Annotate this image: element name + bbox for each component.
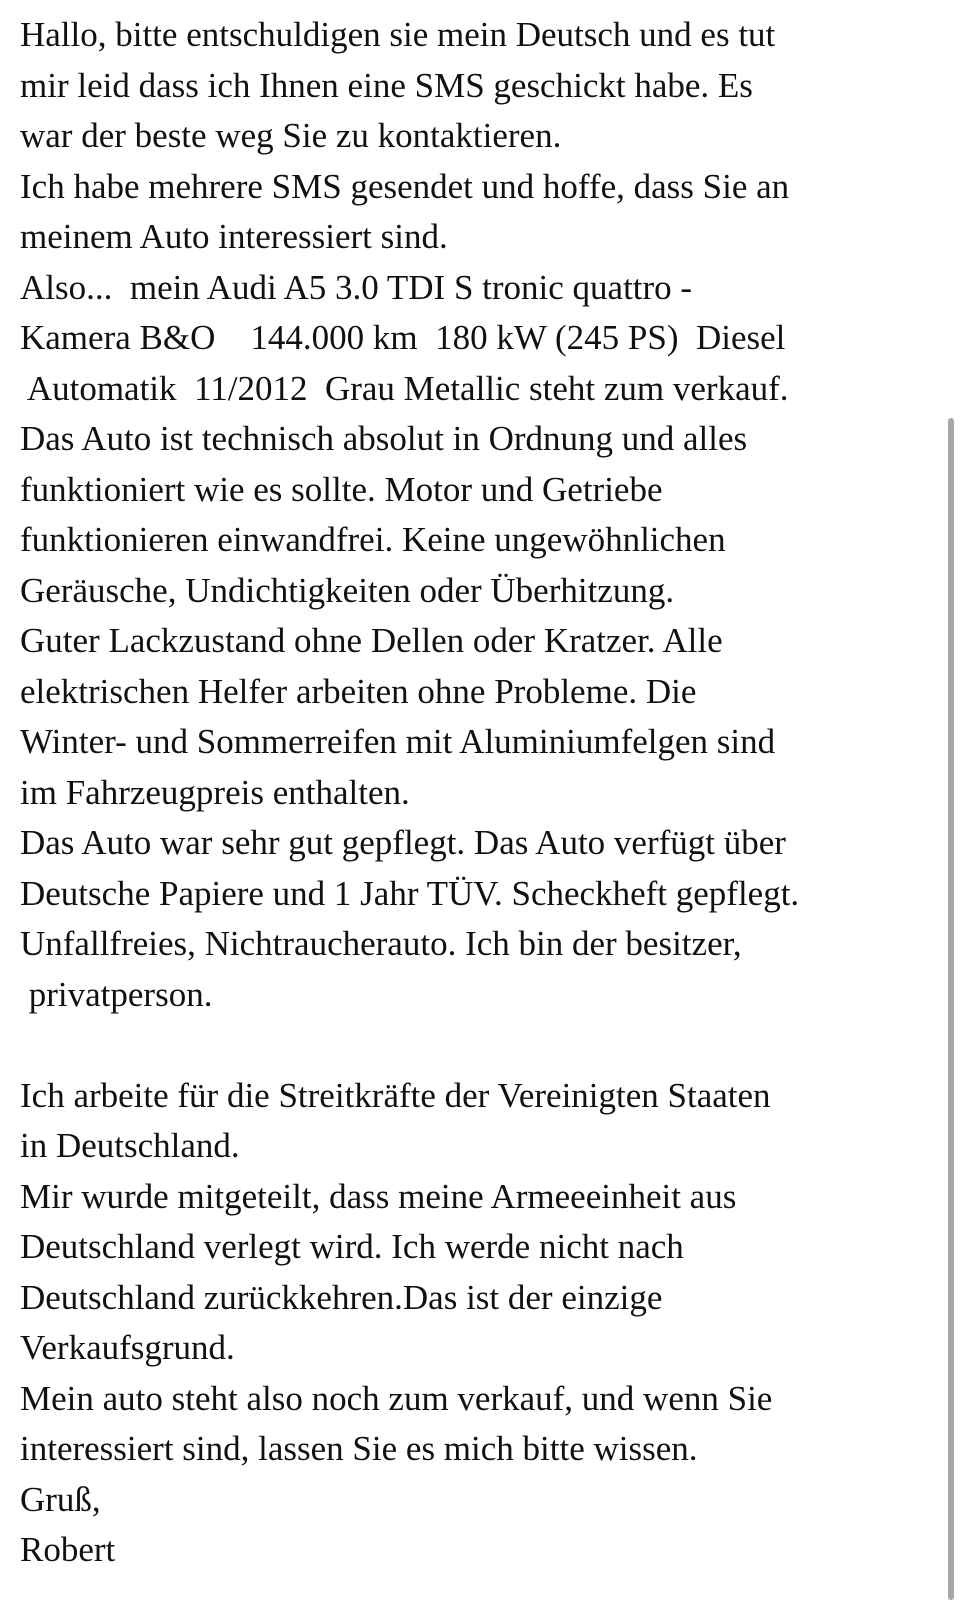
message-line: privatperson. — [20, 974, 213, 1014]
message-text — [20, 10, 950, 1576]
message-line: Unfallfreies, Nichtraucherauto. Ich bin der besitzer, — [20, 924, 742, 963]
message-line: Das Auto ist technisch absolut in Ordnung und alles — [20, 419, 748, 458]
message-line: elektrischen Helfer arbeiten ohne Probleme. Die — [20, 671, 697, 711]
message-line: meinem Auto interessiert sind. — [20, 217, 448, 256]
message-line: Guter Lackzustand ohne Dellen oder Kratzer. Alle — [20, 621, 723, 660]
message-line: Verkaufsgrund. — [20, 1328, 235, 1367]
signoff-line: Gruß, — [20, 1479, 101, 1519]
signature-name: Robert — [20, 1530, 116, 1569]
message-line: Also... mein Audi A5 3.0 TDI S tronic quattro - — [20, 267, 693, 307]
scrollbar-thumb[interactable] — [948, 418, 954, 1600]
message-line: Ich arbeite für die Streitkräfte der Vereinigten Staaten — [20, 1075, 771, 1115]
message-line: funktionieren einwandfrei. Keine ungewöhnlichen — [20, 520, 726, 559]
message-line: Geräusche, Undichtigkeiten oder Überhitzung. — [20, 570, 675, 610]
blank-line — [20, 1020, 950, 1071]
message-line: Mir wurde mitgeteilt, dass meine Armeeeinheit aus — [20, 1176, 737, 1216]
message-line: Automatik 11/2012 Grau Metallic steht zum verkauf. — [20, 368, 789, 408]
message-line: Ich habe mehrere SMS gesendet und hoffe, dass Sie an — [20, 166, 790, 206]
message-line: war der beste weg Sie zu kontaktieren. — [20, 116, 562, 155]
message-line: mir leid dass ich Ihnen eine SMS geschickt habe. Es — [20, 65, 753, 105]
message-line: Mein auto steht also noch zum verkauf, und wenn Sie — [20, 1378, 773, 1418]
message-line: Deutschland zurückkehren.Das ist der einzige — [20, 1277, 663, 1317]
message-line: im Fahrzeugpreis enthalten. — [20, 772, 410, 812]
message-line: Hallo, bitte entschuldigen sie mein Deutsch und es tut — [20, 15, 776, 54]
message-line: Kamera B&O 144.000 km 180 kW (245 PS) Diesel — [20, 318, 786, 357]
message-line: Deutschland verlegt wird. Ich werde nicht nach — [20, 1227, 684, 1266]
message-line: interessiert sind, lassen Sie es mich bitte wissen. — [20, 1429, 698, 1468]
message-line: Das Auto war sehr gut gepflegt. Das Auto verfügt über — [20, 823, 786, 862]
scrollbar[interactable] — [946, 0, 956, 1600]
message-line: Deutsche Papiere und 1 Jahr TÜV. Scheckheft gepflegt. — [20, 873, 800, 913]
message-line: funktioniert wie es sollte. Motor und Getriebe — [20, 469, 663, 509]
message-line: in Deutschland. — [20, 1126, 240, 1165]
message-line: Winter- und Sommerreifen mit Aluminiumfelgen sind — [20, 722, 776, 761]
